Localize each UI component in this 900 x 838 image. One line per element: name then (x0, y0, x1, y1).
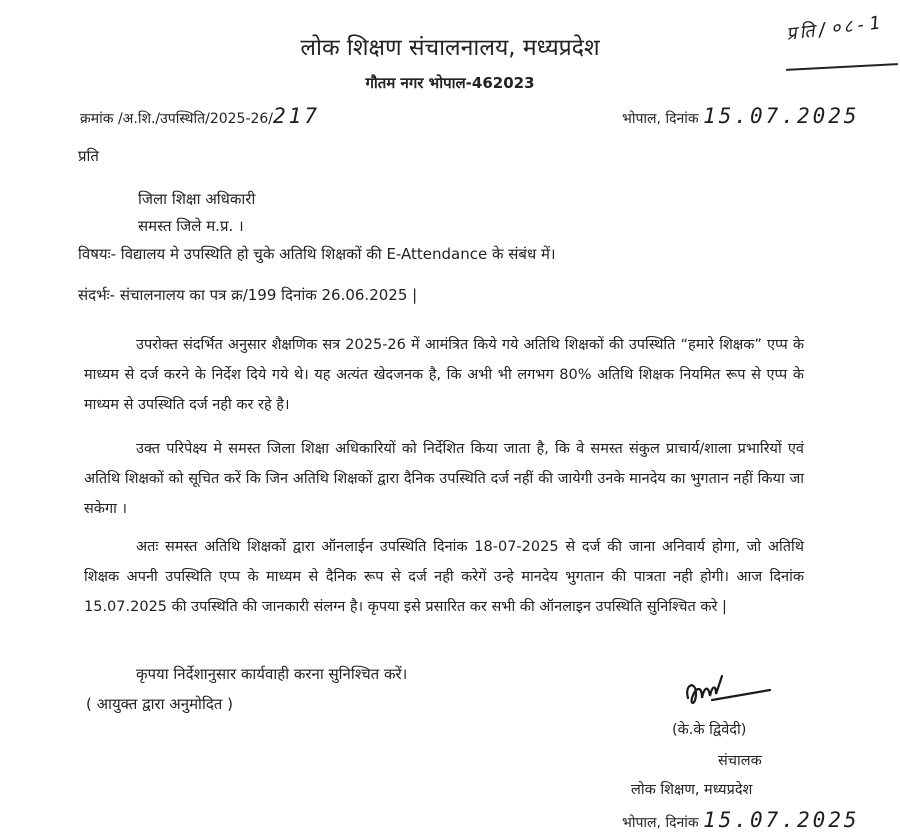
letter-date-label: भोपाल, दिनांक (622, 111, 699, 127)
addressee-line-2: समस्त जिले म.प्र. । (138, 217, 244, 235)
reference-number-handwritten: 217 (273, 104, 320, 128)
reference-label: क्रमांक /अ.शि./उपस्थिति/2025-26/ (80, 111, 274, 127)
signature-date (622, 808, 860, 832)
reference-number (80, 104, 320, 128)
reference-line: संदर्भः- संचालनालय का पत्र क्र/199 दिनांक 26.06.2025 | (78, 286, 418, 304)
addressee-line-1: जिला शिक्षा अधिकारी (138, 190, 256, 208)
handwritten-corner-note: प्रति/०८-1 (785, 12, 885, 45)
paragraph-1-text: उपरोक्त संदर्भित अनुसार शैक्षणिक सत्र 2025-26 में आमंत्रित किये गये अतिथि शिक्षकों की उपस्थिति “हमारे शिक्षक” एप्प के माध्यम से दर्ज करने के निर्देश दिये गये थे। यह अत्यंत खेदजनक है, कि अभी भी लगभग 80% अतिथि शिक्षक नियमित रूप से एप्प के माध्यम से उपस्थिति दर्ज नही कर रहे है। (84, 337, 804, 413)
prati-label: प्रति (78, 147, 99, 165)
closing-line: कृपया निर्देशानुसार कार्यवाही करना सुनिश्चित करें। (136, 665, 408, 683)
body-paragraph-1 (84, 330, 804, 420)
letterhead-title: लोक शिक्षण संचालनालय, मध्यप्रदेश (300, 35, 600, 61)
letterhead-address: गौतम नगर भोपाल-462023 (365, 74, 535, 92)
subject-line: विषयः- विद्यालय मे उपस्थिति हो चुके अतिथि शिक्षकों की E-Attendance के संबंध में। (78, 245, 556, 263)
signatory-designation: संचालक (718, 753, 762, 769)
letter-date-handwritten: 15.07.2025 (703, 104, 860, 128)
letter-date (622, 104, 860, 128)
paragraph-2-text: उक्त परिपेक्ष्य मे समस्त जिला शिक्षा अधिकारियों को निर्देशित किया जाता है, कि वे समस्त संकुल प्राचार्य/शाला प्रभारियों एवं अतिथि शिक्षकों को सूचित करें कि जिन अतिथि शिक्षकों द्वारा दैनिक उपस्थिति दर्ज नहीं की जायेगी उनके मानदेय का भुगतान नहीं किया जा सकेगा । (84, 441, 804, 517)
body-paragraph-3 (84, 532, 804, 622)
paragraph-3-text: अतः समस्त अतिथि शिक्षकों द्वारा ऑनलाईन उपस्थिति दिनांक 18-07-2025 से दर्ज की जाना अनिवार्य होगा, जो अतिथि शिक्षक अपनी उपस्थिति एप्प के माध्यम से दैनिक रूप से दर्ज नही करेगें उन्हे मानदेय भुगतान की पात्रता नही होगी। आज दिनांक 15.07.2025 की उपस्थिति की जानकारी संलग्न है। कृपया इसे प्रसारित कर सभी की ऑनलाइन उपस्थिति सुनिश्चित करे | (84, 539, 804, 615)
body-paragraph-2 (84, 434, 804, 524)
signature-date-handwritten: 15.07.2025 (703, 808, 860, 832)
signature-date-label: भोपाल, दिनांक (622, 815, 699, 831)
signatory-name: (के.के द्विवेदी) (672, 722, 747, 738)
corner-underline (786, 63, 898, 71)
signatory-office: लोक शिक्षण, मध्यप्रदेश (631, 782, 753, 798)
approval-note: ( आयुक्त द्वारा अनुमोदित ) (86, 695, 233, 713)
